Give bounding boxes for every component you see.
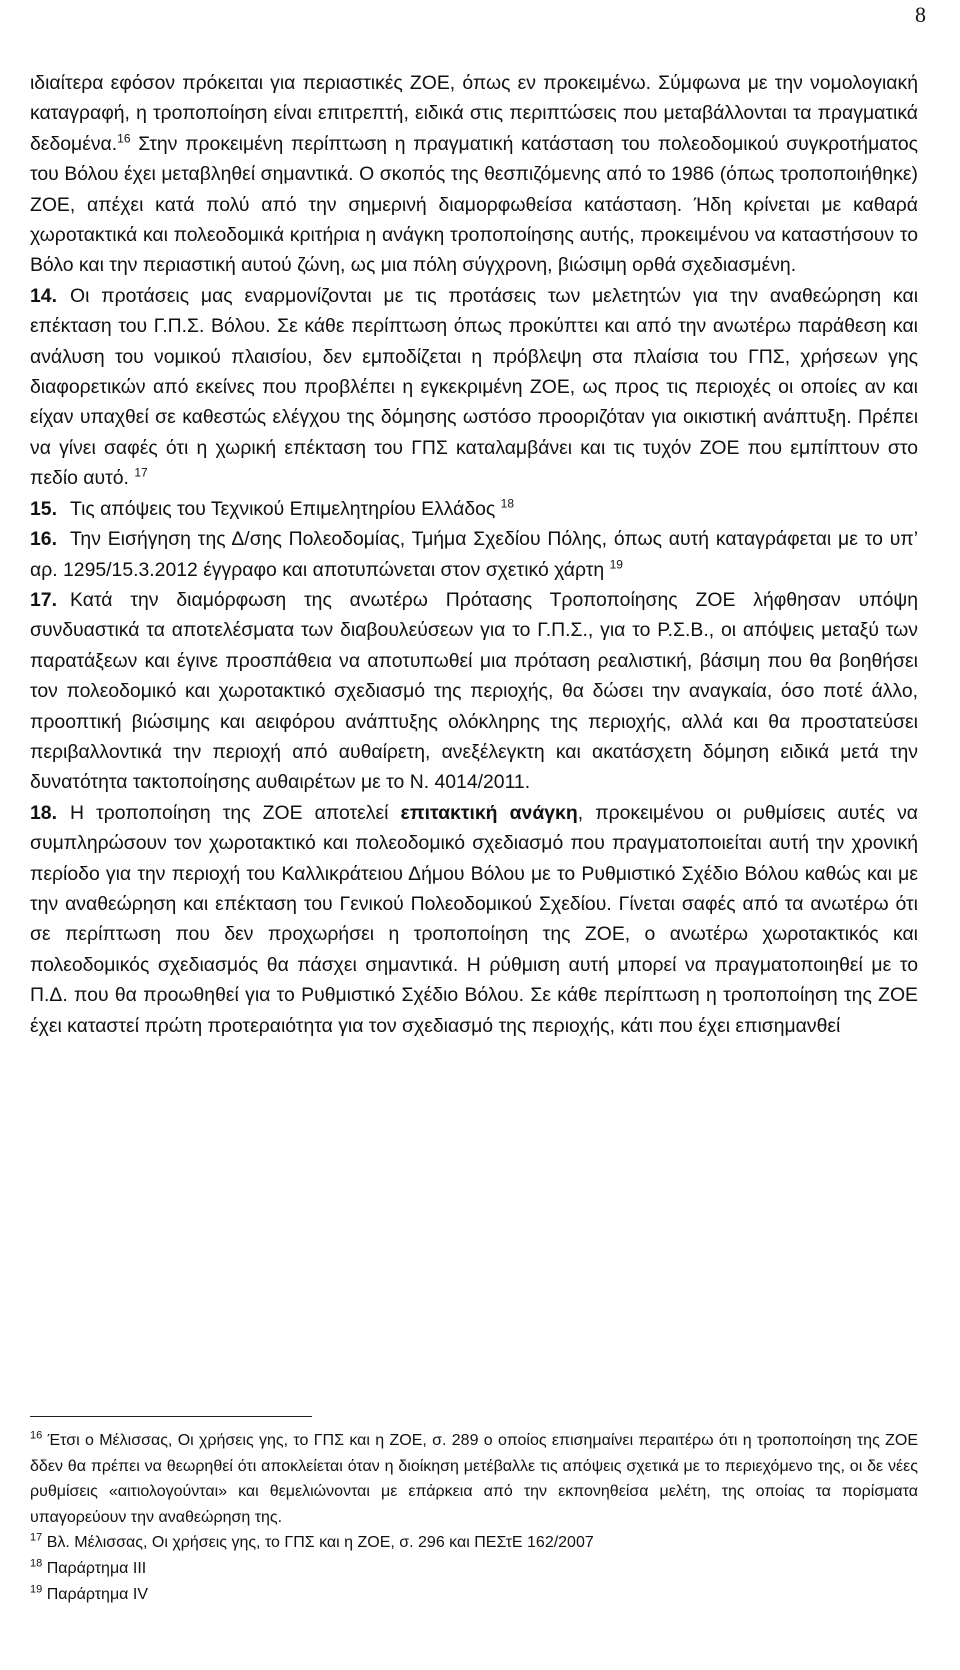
footnote-ref-17[interactable]: 17 [134, 465, 148, 480]
footnote-ref-18[interactable]: 18 [500, 496, 515, 511]
paragraph-17: 17. Κατά την διαμόρφωση της ανωτέρω Πρότασης Τροποποίησης ΖΟΕ λήφθησαν υπόψη συνδυαστικά τα αποτελέσματα των διαβουλεύσεων για το Γ.Π.Σ., για το Ρ.Σ.Β., οι απόψεις μεταξύ των παρατάξεων και έγινε προσπάθεια να αποτυπωθεί μια πρόταση ρεαλιστική, βάσιμη που θα βοηθήσει τον πολεοδομικό και χωροτακτικό σχεδιασμό της περιοχής, θα δώσει την αναγκαία, όσο ποτέ άλλο, προοπτική βιώσιμης και αειφόρου ανάπτυξης ολόκληρης της περιοχής, αλλά και θα προστατεύσει περιβαλλοντικά την περιοχή από αυθαίρετη, ανεξέλεγκτη και ακατάσχετη δόμηση ειδικά μετά την δυνατότητα τακτοποίησης αυθαιρέτων με το Ν. 4014/2011. [30, 585, 918, 798]
paragraph-number: 15. [30, 497, 57, 520]
emphasis-text: επιτακτική ανάγκη [400, 801, 578, 824]
footnote-18: $^{18}$ Παράρτημα ΙΙΙ [30, 1557, 147, 1577]
footnote-ref-19[interactable]: 19 [609, 557, 623, 572]
footnote-16: $^{16}$ Έτσι ο Μέλισσας, Οι χρήσεις γης, το ΓΠΣ και η ΖΟΕ, σ. 289 ο οποίος επισημαίνει περαιτέρω ότι η τροποποίηση της ΖΟΕ δδεν θα πρέπει να θεωρηθεί ότι αποκλείεται όταν η διοίκηση μετέβαλλε τις απόψεις σχετικά με το περιεχόμενο της, οι δε νέες ρυθμίσεις «αιτιολογούνται» και θεμελιώνονται με επάρκεια από την εκπονηθείσα μελέτη, της οποίας τα πορίσματα υπαγορεύουν την αναθεώρηση της. [30, 1429, 918, 1526]
body-text [30, 68, 918, 1041]
paragraph-number: 14. [30, 284, 57, 307]
paragraph-number: 17. [30, 588, 57, 611]
paragraph-continuation: ιδιαίτερα εφόσον πρόκειται για περιαστικές ΖΟΕ, όπως εν προκειμένω. Σύμφωνα με την νομολογιακή καταγραφή, η τροποποίηση είναι επιτρεπτή, ειδικά στις περιπτώσεις που μεταβάλλονται τα πραγματικά δεδομένα.$^{16}$ Στην προκειμένη περίπτωση η πραγματική κατάσταση του πολεοδομικού συγκροτήματος του Βόλου έχει μεταβληθεί σημαντικά. Ο σκοπός της θεσπιζόμενης από το 1986 (όπως τροποποιήθηκε) ΖΟΕ, απέχει κατά πολύ από την σημερινή διαμορφωθείσα κατάσταση. Ήδη κρίνεται με καθαρά χωροτακτικά και πολεοδομικά κριτήρια η ανάγκη τροποποίησης αυτής, προκειμένου να καταστήσουν το Βόλο και την περιαστική αυτού ζώνη, ως μια πόλη σύγχρονη, βιώσιμη ορθά σχεδιασμένη. [30, 72, 918, 277]
footnote-19: $^{19}$ Παράρτημα ΙV [30, 1583, 148, 1603]
page-number: 8 [915, 2, 926, 27]
paragraph-number: 18. [30, 801, 57, 824]
footnotes [30, 1428, 918, 1607]
paragraph-16: 16. Την Εισήγηση της Δ/σης Πολεοδομίας, Τμήμα Σχεδίου Πόλης, όπως αυτή καταγράφεται με το υπ’ αρ. 1295/15.3.2012 έγγραφο και αποτυπώνεται στον σχετικό χάρτη $^{19}$ [30, 524, 918, 585]
footnote-17: $^{17}$ Βλ. Μέλισσας, Οι χρήσεις γης, το ΓΠΣ και η ΖΟΕ, σ. 296 και ΠΕΣτΕ 162/2007 [30, 1532, 594, 1552]
paragraph-14: 14. Οι προτάσεις μας εναρμονίζονται με τις προτάσεις των μελετητών για την αναθεώρηση και επέκταση του Γ.Π.Σ. Βόλου. Σε κάθε περίπτωση όπως προκύπτει και από την ανωτέρω παράθεση και ανάλυση του νομικού πλαισίου, δεν εμποδίζεται η πρόβλεψη στα πλαίσια του ΓΠΣ, χρήσεων γης διαφορετικών από εκείνες που προβλέπει η εγκεκριμένη ΖΟΕ, ως προς τις περιοχές οι οποίες αν και είχαν υπαχθεί σε καθεστώς ελέγχου της δόμησης ωστόσο προοριζόταν για οικιστική ανάπτυξη. Πρέπει να γίνει σαφές ότι η χωρική επέκταση του ΓΠΣ καταλαμβάνει και τις τυχόν ΖΟΕ που εμπίπτουν στο πεδίο αυτό. $^{17}$ [30, 281, 918, 494]
paragraph-15: 15. Τις απόψεις του Τεχνικού Επιμελητηρίου Ελλάδος $^{18}$ [30, 494, 918, 524]
footnote-ref-16[interactable]: 16 [117, 131, 131, 146]
paragraph-18: 18. Η τροποποίηση της ΖΟΕ αποτελεί επιτακτική ανάγκη, προκειμένου οι ρυθμίσεις αυτές να συμπληρώσουν τον χωροτακτικό και πολεοδομικό σχεδιασμό που πραγματοποιείται αυτή την χρονική περίοδο για την περιοχή του Καλλικράτειου Δήμου Βόλου με το Ρυθμιστικό Σχέδιο Βόλου καθώς και με την αναθεώρηση και επέκταση του Γενικού Πολεοδομικού Σχεδίου. Γίνεται σαφές από τα ανωτέρω ότι σε περίπτωση που δεν προχωρήσει η τροποποίηση της ΖΟΕ, ο ανωτέρω χωροτακτικός και πολεοδομικός σχεδιασμός θα πάσχει σημαντικά. Η ρύθμιση αυτή μπορεί να πραγματοποιηθεί με το Π.Δ. που θα προωθηθεί για το Ρυθμιστικό Σχέδιο Βόλου. Σε κάθε περίπτωση η τροποποίηση της ΖΟΕ έχει καταστεί πρώτη προτεραιότητα για τον σχεδιασμό της περιοχής, κάτι που έχει επισημανθεί [30, 798, 918, 1041]
footnote-separator [30, 1416, 312, 1417]
paragraph-number: 16. [30, 528, 57, 551]
